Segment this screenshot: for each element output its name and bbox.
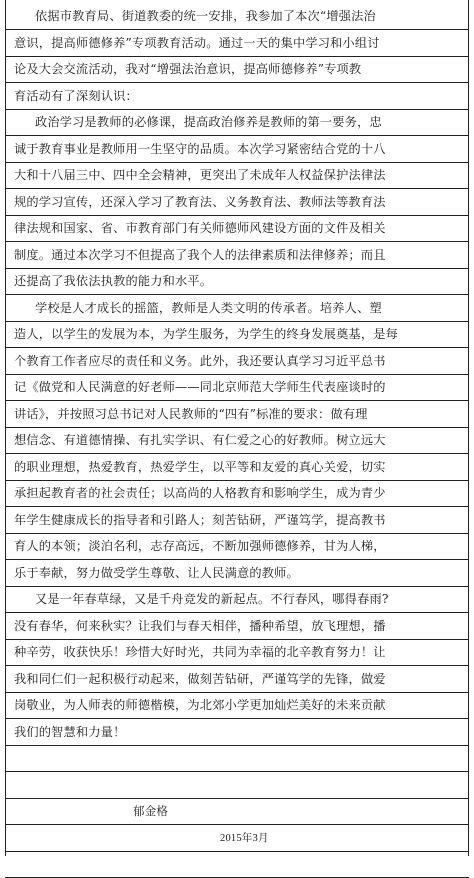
text-line: 我们的智慧和力量！ [5,720,469,746]
text-line: 讲话》，并按照习总书记对人民教师的“四有”标准的要求：做有理 [5,402,469,428]
text-line: 规的学习宣传，还深入学习了教育法、义务教育法、教师法等教育法 [5,190,469,216]
text-line: 记《做党和人民满意的好老师——同北京师范大学师生代表座谈时的 [5,375,469,401]
text-line: 又是一年春草绿，又是千舟竞发的新起点。不行春风，哪得春雨? [5,587,469,613]
text-line: 大和十八届三中、四中全会精神，更突出了未成年人权益保护法律法 [5,163,469,189]
empty-ruled-line [5,746,469,772]
text-line: 育人的本领；淡泊名利，志存高远，不断加强师德修养，甘为人梯， [5,534,469,560]
text-line: 造人，以学生的发展为本，为学生服务，为学生的终身发展奠基，是每 [5,322,469,348]
text-line: 制度。通过本次学习不但提高了我个人的法律素质和法律修养；而且 [5,243,469,269]
text-line: 学校是人才成长的摇篮，教师是人类文明的传承者。培养人、塑 [5,296,469,322]
date: 2015年3月 [5,826,469,852]
text-line: 还提高了我依法执教的能力和水平。 [5,269,469,295]
text-line: 种辛劳，收获快乐！珍惜大好时光，共同为幸福的北辛教育努力！让 [5,640,469,666]
text-line: 律法规和国家、省、市教育部门有关师德师风建设方面的文件及相关 [5,216,469,242]
text-line: 政治学习是教师的必修课，提高政治修养是教师的第一要务，忠 [5,110,469,136]
text-line: 承担起教育者的社会责任；以高尚的人格教育和影响学生，成为青少 [5,481,469,507]
text-line: 岗敬业，为人师表的师德楷模，为北郊小学更加灿烂美好的未来贡献 [5,693,469,719]
text-line: 我和同仁们一起积极行动起来，做刻苦钻研，严谨笃学的先锋，做爱 [5,667,469,693]
text-line: 没有春华，何来秋实？让我们与春天相伴，播种希望，放飞理想，播 [5,614,469,640]
text-line: 的职业理想，热爱教育，热爱学生，以平等和友爱的真心关爱，切实 [5,455,469,481]
text-line: 意识，提高师德修养”专项教育活动。通过一天的集中学习和小组讨 [5,31,469,57]
text-line: 乐于奉献，努力做受学生尊敬、让人民满意的教师。 [5,561,469,587]
text-line: 依据市教育局、街道教委的统一安排，我参加了本次“增强法治 [5,4,469,30]
text-line: 育活动有了深刻认识： [5,84,469,110]
signature: 郁金格 [5,799,469,825]
text-line: 年学生健康成长的指导者和引路人；刻苦钻研，严谨笃学，提高教书 [5,508,469,534]
text-line: 论及大会交流活动，我对“增强法治意识，提高师德修养”专项教 [5,57,469,83]
text-line: 想信念、有道德情操、有扎实学识、有仁爱之心的好教师。树立远大 [5,428,469,454]
text-line: 个教育工作者应尽的责任和义务。此外，我还要认真学习习近平总书 [5,349,469,375]
text-line: 诚于教育事业是教师用一生坚守的品质。本次学习紧密结合党的十八 [5,137,469,163]
empty-ruled-line [5,773,469,799]
